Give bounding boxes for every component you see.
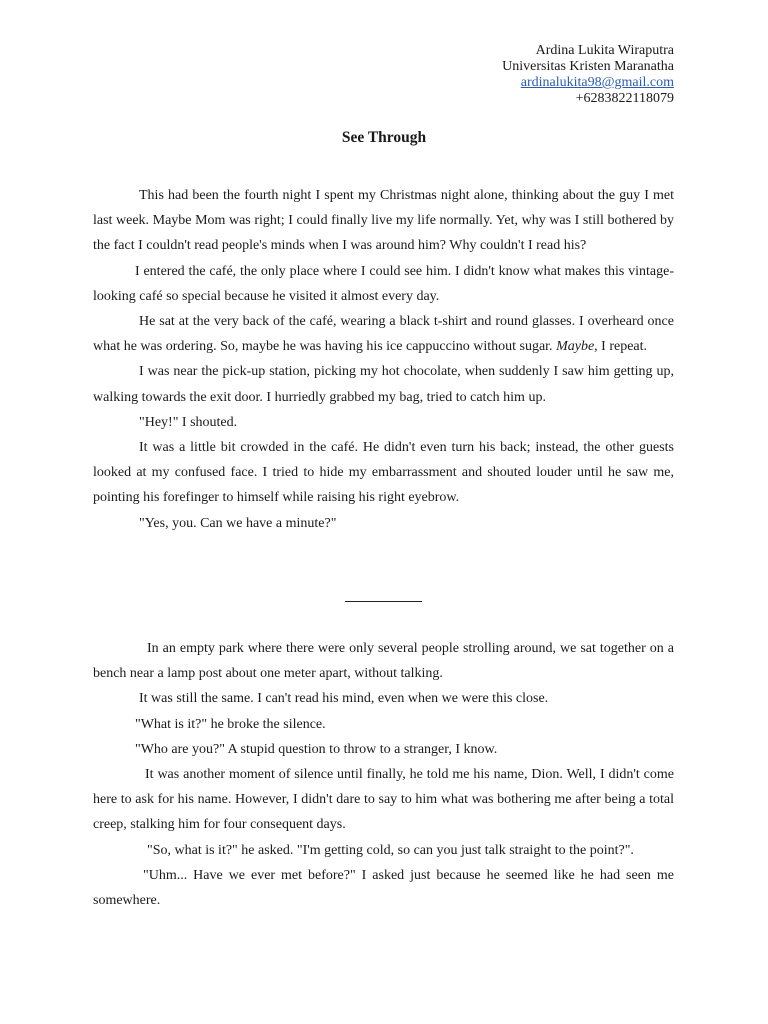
paragraph: "Uhm... Have we ever met before?" I asked just because he seemed like he had seen me somewhere.	[93, 867, 674, 909]
paragraph: This had been the fourth night I spent my Christmas night alone, thinking about the guy I met last week. Maybe Mom was right; I could finally live my life normally. Yet, why was I still bothered by the fact I couldn't read people's minds when I was around him? Why couldn't I read his?	[93, 188, 674, 254]
story-part-2	[93, 636, 674, 913]
author-phone: +6283822118079	[575, 91, 674, 106]
author-email-link[interactable]: ardinalukita98@gmail.com	[520, 75, 674, 90]
paragraph: "So, what is it?" he asked. "I'm getting cold, so can you just talk straight to the point?".	[147, 842, 634, 858]
story-part-1	[93, 183, 674, 536]
paragraph: I entered the café, the only place where I could see him. I didn't know what makes this vintage-looking café so special because he visited it almost every day.	[93, 263, 674, 304]
author-affiliation: Universitas Kristen Maranatha	[502, 59, 674, 74]
paragraph: It was a little bit crowded in the café. He didn't even turn his back; instead, the other guests looked at my confused face. I tried to hide my embarrassment and shouted louder until he saw me, pointing his forefinger to himself while raising his right eyebrow.	[93, 440, 674, 506]
emphasis-text: Maybe	[556, 339, 595, 355]
paragraph-text: He sat at the very back of the café, wearing a black t-shirt and round glasses. I overheard once what he was ordering. So, maybe he was having his ice cappuccino without sugar.	[93, 314, 674, 355]
author-name: Ardina Lukita Wiraputra	[535, 43, 674, 58]
paragraph: It was still the same. I can't read his mind, even when we were this close.	[139, 691, 549, 707]
section-divider	[345, 601, 422, 602]
paragraph-text: , I repeat.	[594, 339, 648, 355]
story-title: See Through	[341, 129, 427, 146]
paragraph: "Hey!" I shouted.	[139, 414, 238, 430]
paragraph	[93, 309, 674, 359]
paragraph: I was near the pick-up station, picking my hot chocolate, when suddenly I saw him getting up, walking towards the exit door. I hurriedly grabbed my bag, tried to catch him up.	[93, 364, 674, 405]
paragraph: It was another moment of silence until finally, he told me his name, Dion. Well, I didn't come here to ask for his name. However, I didn't dare to say to him what was bothering me after being a total creep, stalking him for four consequent days.	[93, 767, 674, 833]
paragraph: In an empty park where there were only several people strolling around, we sat together on a bench near a lamp post about one meter apart, without talking.	[93, 641, 674, 682]
paragraph: "Who are you?" A stupid question to throw to a stranger, I know.	[135, 741, 498, 757]
paragraph: "Yes, you. Can we have a minute?"	[139, 515, 337, 531]
paragraph: "What is it?" he broke the silence.	[135, 716, 326, 732]
author-block	[502, 43, 674, 107]
